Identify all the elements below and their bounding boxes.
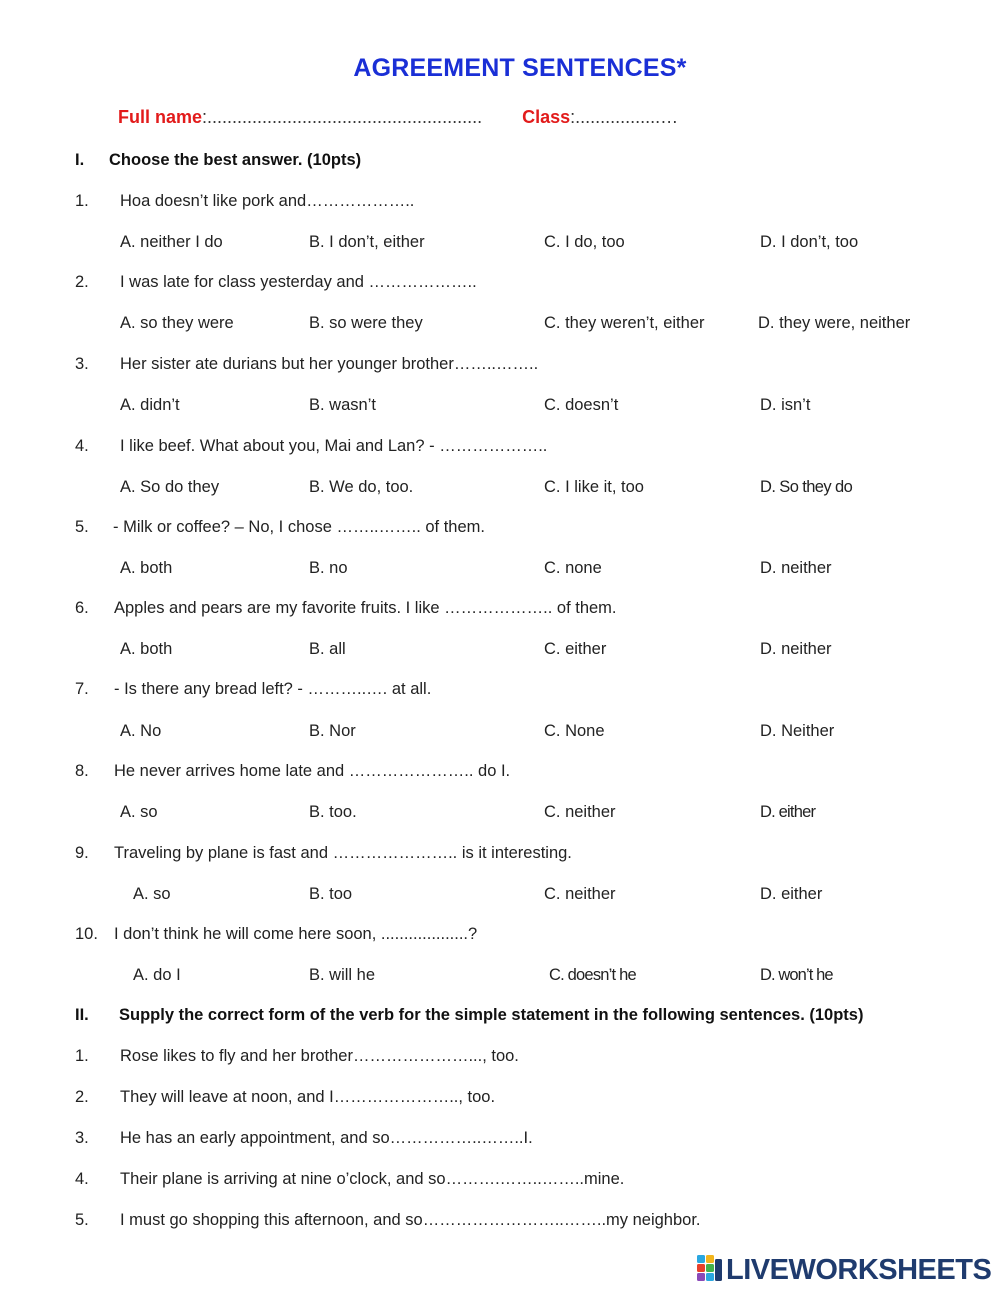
section-2-number: II. <box>75 1006 89 1024</box>
question-number: 4. <box>75 1170 89 1188</box>
option-c[interactable]: C. I like it, too <box>544 478 644 496</box>
option-a[interactable]: A. didn’t <box>120 396 180 414</box>
student-info-line <box>118 107 678 128</box>
option-c[interactable]: C. they weren’t, either <box>544 314 705 332</box>
question-text: Her sister ate durians but her younger brother……..…….. <box>120 355 539 373</box>
option-c[interactable]: C. doesn’t he <box>549 966 636 984</box>
option-b[interactable]: B. I don’t, either <box>309 233 425 251</box>
option-d[interactable]: D. neither <box>760 559 832 577</box>
option-a[interactable]: A. No <box>120 722 162 740</box>
question-number: 6. <box>75 599 89 617</box>
question-number: 3. <box>75 355 89 373</box>
option-b[interactable]: B. no <box>309 559 348 577</box>
question-text: - Is there any bread left? - ………..…. at all. <box>114 680 432 698</box>
option-c[interactable]: C. none <box>544 559 602 577</box>
full-name-blank[interactable]: :....................................................... <box>202 107 483 127</box>
question-text: Traveling by plane is fast and ………………….. is it interesting. <box>114 844 572 862</box>
question-number: 10. <box>75 925 98 943</box>
question-text: Apples and pears are my favorite fruits. I like ……………….. of them. <box>114 599 617 617</box>
option-c[interactable]: C. neither <box>544 803 616 821</box>
question-text[interactable]: Their plane is arriving at nine o’clock, and so……….……..……..mine. <box>120 1170 625 1188</box>
option-b[interactable]: B. so were they <box>309 314 423 332</box>
liveworksheets-logo-icon <box>697 1255 723 1285</box>
question-number: 2. <box>75 1088 89 1106</box>
question-5-options <box>0 559 1000 581</box>
option-c[interactable]: C. I do, too <box>544 233 625 251</box>
section-2-title: Supply the correct form of the verb for the simple statement in the following sentences. (10pts) <box>119 1006 864 1024</box>
option-d[interactable]: D. they were, neither <box>758 314 911 332</box>
question-4-options <box>0 478 1000 500</box>
class-label: Class <box>522 107 571 127</box>
option-d[interactable]: D. Neither <box>760 722 835 740</box>
option-a[interactable]: A. both <box>120 559 173 577</box>
question-number: 9. <box>75 844 89 862</box>
option-c[interactable]: C. neither <box>544 885 616 903</box>
question-8-options <box>0 803 1000 825</box>
option-d[interactable]: D. So they do <box>760 478 853 496</box>
question-text: I was late for class yesterday and ……………….. <box>120 273 477 291</box>
option-a[interactable]: A. So do they <box>120 478 220 496</box>
option-b[interactable]: B. wasn’t <box>309 396 376 414</box>
question-number: 3. <box>75 1129 89 1147</box>
option-b[interactable]: B. Nor <box>309 722 356 740</box>
option-a[interactable]: A. both <box>120 640 173 658</box>
question-text: I like beef. What about you, Mai and Lan? - ……………….. <box>120 437 548 455</box>
question-text[interactable]: He has an early appointment, and so……………..……..I. <box>120 1129 533 1147</box>
section-1-title: Choose the best answer. (10pts) <box>109 151 362 169</box>
option-a[interactable]: A. so <box>120 803 158 821</box>
section-2-heading <box>75 1006 863 1025</box>
question-number: 5. <box>75 1211 89 1229</box>
option-b[interactable]: B. We do, too. <box>309 478 414 496</box>
section-1-number: I. <box>75 151 85 169</box>
option-d[interactable]: D. either <box>760 885 823 903</box>
question-3-options <box>0 396 1000 418</box>
option-b[interactable]: B. all <box>309 640 346 658</box>
option-d[interactable]: D. neither <box>760 640 832 658</box>
question-text[interactable]: Rose likes to fly and her brother…………………..., too. <box>120 1047 519 1065</box>
option-b[interactable]: B. too. <box>309 803 357 821</box>
liveworksheets-logo-text: LIVEWORKSHEETS <box>726 1253 992 1286</box>
question-1-options <box>0 233 1000 255</box>
option-c[interactable]: C. doesn’t <box>544 396 619 414</box>
option-b[interactable]: B. will he <box>309 966 376 984</box>
question-text[interactable]: I must go shopping this afternoon, and so……………………..……..my neighbor. <box>120 1211 701 1229</box>
question-text: I don’t think he will come here soon, ...................? <box>114 925 478 943</box>
option-d[interactable]: D. I don’t, too <box>760 233 859 251</box>
question-10-options <box>0 966 1000 988</box>
option-a[interactable]: A. so they were <box>120 314 234 332</box>
option-d[interactable]: D. won’t he <box>760 966 833 984</box>
question-number: 1. <box>75 1047 89 1065</box>
question-number: 2. <box>75 273 89 291</box>
question-text[interactable]: They will leave at noon, and I………………….., too. <box>120 1088 496 1106</box>
question-9-options <box>0 885 1000 907</box>
question-text: Hoa doesn’t like pork and……………….. <box>120 192 415 210</box>
option-c[interactable]: C. None <box>544 722 605 740</box>
option-d[interactable]: D. isn’t <box>760 396 811 414</box>
question-number: 4. <box>75 437 89 455</box>
option-a[interactable]: A. neither I do <box>120 233 223 251</box>
full-name-label: Full name <box>118 107 203 127</box>
section-1-heading <box>75 151 361 170</box>
liveworksheets-logo <box>697 1253 991 1287</box>
option-b[interactable]: B. too <box>309 885 353 903</box>
question-text: He never arrives home late and ………………….. do I. <box>114 762 511 780</box>
option-a[interactable]: A. so <box>133 885 171 903</box>
question-text: - Milk or coffee? – No, I chose ……..…….. of them. <box>113 518 485 536</box>
question-number: 5. <box>75 518 89 536</box>
question-7-options <box>0 722 1000 744</box>
question-number: 7. <box>75 680 89 698</box>
class-blank[interactable]: :.................… <box>570 107 679 127</box>
option-d[interactable]: D. either <box>760 803 816 821</box>
option-c[interactable]: C. either <box>544 640 607 658</box>
option-a[interactable]: A. do I <box>133 966 181 984</box>
question-2-options <box>0 314 1000 336</box>
worksheet-title: AGREEMENT SENTENCES* <box>353 54 687 82</box>
question-number: 1. <box>75 192 89 210</box>
question-number: 8. <box>75 762 89 780</box>
question-6-options <box>0 640 1000 662</box>
